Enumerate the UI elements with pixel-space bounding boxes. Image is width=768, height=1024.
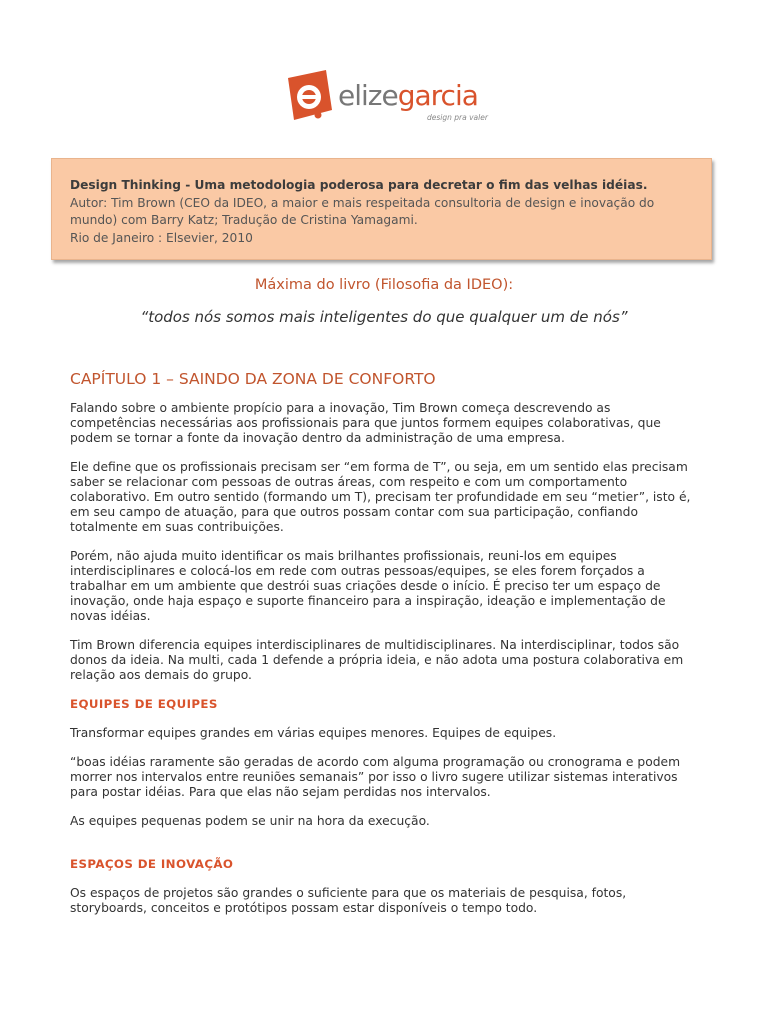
logo-word-elize: elize [338, 79, 398, 112]
maxim-quote: “todos nós somos mais inteligentes do que qualquer um de nós” [140, 308, 628, 326]
paragraph: Falando sobre o ambiente propício para a inovação, Tim Brown começa descrevendo as competências necessárias aos profissionais para que juntos formem equipes colaborativas, que podem se tornar a fonte da inovação dentro da administração de uma empresa. [70, 401, 661, 445]
maxim-title: Máxima do livro (Filosofia da IDEO): [254, 277, 514, 293]
logo-mark-icon [282, 70, 334, 128]
section-heading-spaces: ESPAÇOS DE INOVAÇÃO [70, 857, 234, 871]
book-title: Design Thinking - Uma metodologia poderosa para decretar o fim das velhas idéias. [70, 178, 648, 192]
paragraph: Os espaços de projetos são grandes o suficiente para que os materiais de pesquisa, fotos, storyboards, conceitos e protótipos possam estar disponíveis o tempo todo. [70, 886, 627, 915]
paragraph: Porém, não ajuda muito identificar os mais brilhantes profissionais, reuni-los em equipes interdisciplinares e colocá-los em rede com outras pessoas/equipes, se eles forem forçados a trabalhar em um ambiente que destrói suas criações desde o início. É preciso ter um espaço de inovação, onde haja espaço e suporte financeiro para a inspiração, ideação e implementação de novas idéias. [70, 549, 666, 623]
chapter-title: CAPÍTULO 1 – SAINDO DA ZONA DE CONFORTO [70, 370, 436, 388]
paragraph: Ele define que os profissionais precisam ser “em forma de T”, ou seja, em um sentido elas precisam saber se relacionar com pessoas de outras áreas, com respeito e com um comportamento colaborativo. Em outro sentido (formando um T), precisam ter profundidade em seu “metier”, isto é, em seu campo de atuação, para que outros possam contar com sua participação, confiando totalmente em suas contribuições. [70, 460, 691, 534]
book-publisher: Rio de Janeiro : Elsevier, 2010 [70, 230, 253, 245]
logo-word-garcia: garcia [397, 79, 478, 112]
document-body [70, 372, 700, 930]
paragraph: “boas idéias raramente são geradas de acordo com alguma programação ou cronograma e podem morrer nos intervalos entre reuniões semanais” por isso o livro sugere utilizar sistemas interativos para postar idéias. Para que elas não sejam perdidas nos intervalos. [70, 755, 681, 799]
section-heading-teams: EQUIPES DE EQUIPES [70, 697, 218, 711]
logo-tagline: design pra valer [427, 113, 488, 122]
book-reference-box [51, 158, 712, 260]
brand-logo [282, 70, 492, 130]
paragraph: As equipes pequenas podem se unir na hora da execução. [70, 814, 430, 828]
book-author: Autor: Tim Brown (CEO da IDEO, a maior e mais respeitada consultoria de design e inovação do mundo) com Barry Katz; Tradução de Cristina Yamagami. [70, 195, 655, 228]
paragraph: Tim Brown diferencia equipes interdisciplinares de multidisciplinares. Na interdisciplinar, todos são donos da ideia. Na multi, cada 1 defende a própria ideia, e não adota uma postura colaborativa em relação aos demais do grupo. [70, 638, 684, 682]
paragraph: Transformar equipes grandes em várias equipes menores. Equipes de equipes. [70, 726, 557, 740]
logo-wordmark [338, 79, 478, 112]
